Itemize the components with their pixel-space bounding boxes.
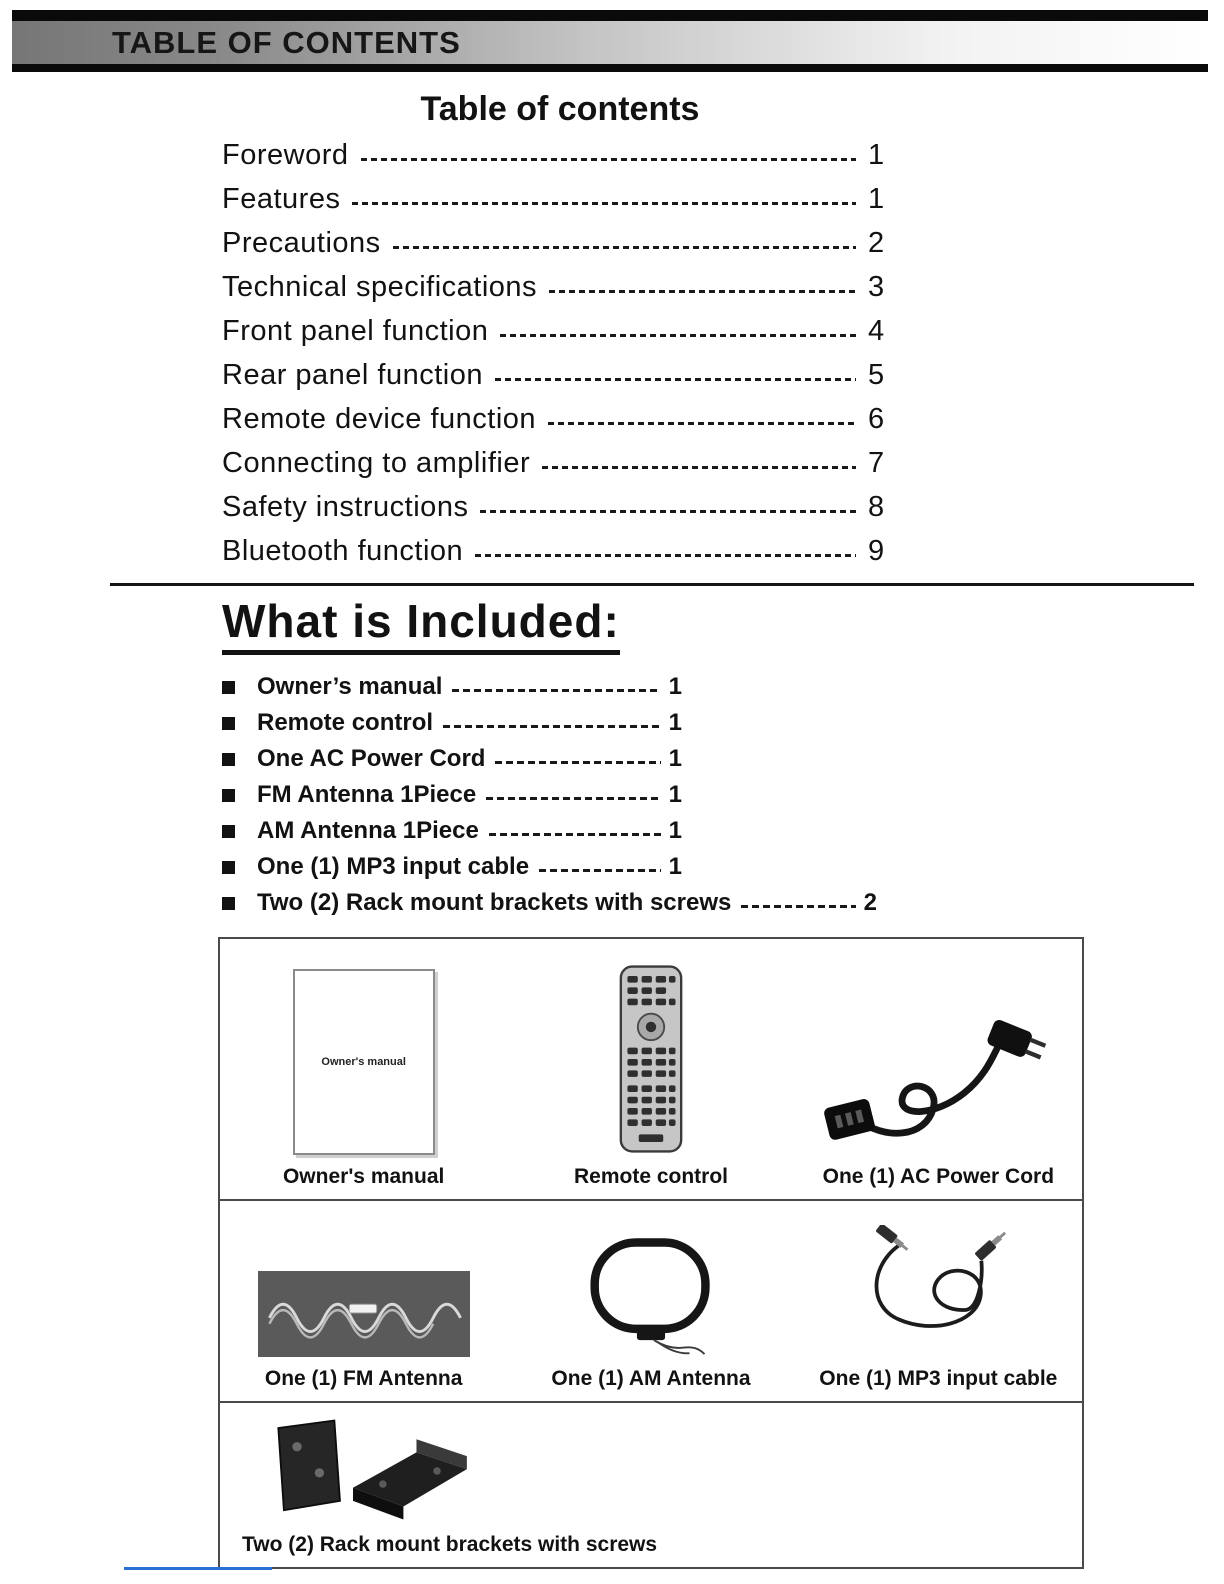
included-item-qty: 1 xyxy=(668,853,682,880)
included-item-label: FM Antenna 1Piece xyxy=(257,781,477,808)
figure-cell-rack-brackets xyxy=(220,1403,1082,1567)
figure-caption: Two (2) Rack mount brackets with screws xyxy=(242,1533,658,1556)
what-is-included-title: What is Included: xyxy=(222,594,620,655)
toc-entry xyxy=(222,221,898,265)
included-item xyxy=(222,777,682,813)
toc-entry-page: 9 xyxy=(868,534,885,567)
included-item-qty: 1 xyxy=(668,673,682,700)
figure-caption: One (1) AC Power Cord xyxy=(822,1165,1055,1188)
included-item-qty: 1 xyxy=(668,817,682,844)
toc-entry-page: 6 xyxy=(868,402,885,435)
toc-entry-label: Bluetooth function xyxy=(222,534,464,567)
figure-row-3 xyxy=(220,1403,1082,1567)
rack-mount-brackets-image xyxy=(256,1415,478,1527)
toc-entry xyxy=(222,441,898,485)
figure-cell-remote-control xyxy=(507,939,794,1199)
included-item-label: AM Antenna 1Piece xyxy=(257,817,479,844)
figure-caption: One (1) FM Antenna xyxy=(264,1367,463,1390)
included-item-label: One (1) MP3 input cable xyxy=(257,853,530,880)
toc-title: Table of contents xyxy=(420,90,700,128)
toc-leader xyxy=(500,334,856,337)
included-item xyxy=(222,813,682,849)
toc-entry-page: 5 xyxy=(868,358,885,391)
owners-manual-cover-label: Owner's manual xyxy=(321,1056,406,1068)
figure-caption: One (1) AM Antenna xyxy=(551,1367,751,1390)
footer-artifact-line xyxy=(124,1567,272,1570)
toc-entry-page: 1 xyxy=(868,138,885,171)
toc-entry-label: Front panel function xyxy=(222,314,489,347)
square-bullet-icon xyxy=(222,681,235,694)
page-header-banner xyxy=(12,10,1208,72)
included-leader xyxy=(741,905,855,908)
figure-cell-fm-antenna xyxy=(220,1201,507,1401)
figure-cell-mp3-cable xyxy=(795,1201,1082,1401)
figure-caption: Owner's manual xyxy=(282,1165,445,1188)
toc-leader xyxy=(480,510,856,513)
included-leader xyxy=(539,869,661,872)
square-bullet-icon xyxy=(222,753,235,766)
toc-entry-page: 7 xyxy=(868,446,885,479)
toc-leader xyxy=(542,466,856,469)
included-item-qty: 1 xyxy=(668,781,682,808)
toc-entry-page: 4 xyxy=(868,314,885,347)
figure-caption: One (1) MP3 input cable xyxy=(819,1367,1058,1390)
toc-leader xyxy=(393,246,856,249)
included-items-figure-box xyxy=(218,937,1084,1569)
square-bullet-icon xyxy=(222,861,235,874)
toc-entry xyxy=(222,133,898,177)
toc-entry xyxy=(222,529,898,573)
figure-cell-ac-power-cord xyxy=(795,939,1082,1199)
toc-entry-label: Rear panel function xyxy=(222,358,483,391)
toc-entry xyxy=(222,485,898,529)
toc-entry xyxy=(222,309,898,353)
toc-leader xyxy=(495,378,856,381)
toc-entry xyxy=(222,265,898,309)
included-item-qty: 2 xyxy=(863,889,877,916)
toc-entry xyxy=(222,353,898,397)
included-item xyxy=(222,741,682,777)
included-leader xyxy=(452,689,660,692)
included-item-qty: 1 xyxy=(668,745,682,772)
toc-entry xyxy=(222,177,898,221)
toc-entry-label: Safety instructions xyxy=(222,490,469,523)
included-leader xyxy=(495,761,660,764)
toc-leader xyxy=(475,554,856,557)
fm-antenna-image xyxy=(258,1271,470,1357)
included-item-qty: 1 xyxy=(668,709,682,736)
figure-row-2 xyxy=(220,1201,1082,1403)
toc-entry-label: Technical specifications xyxy=(222,270,538,303)
included-leader xyxy=(489,833,661,836)
toc-entry-label: Connecting to amplifier xyxy=(222,446,531,479)
toc-entry-page: 1 xyxy=(868,182,885,215)
toc-entry-label: Precautions xyxy=(222,226,381,259)
page-header-title: TABLE OF CONTENTS xyxy=(112,24,461,60)
table-of-contents xyxy=(222,90,898,573)
mp3-input-cable-image xyxy=(842,1225,1034,1357)
section-divider xyxy=(110,583,1194,586)
square-bullet-icon xyxy=(222,717,235,730)
included-leader xyxy=(486,797,660,800)
toc-entry-label: Foreword xyxy=(222,138,349,171)
what-is-included-section xyxy=(222,594,1224,921)
toc-entry-label: Features xyxy=(222,182,341,215)
square-bullet-icon xyxy=(222,789,235,802)
toc-leader xyxy=(361,158,857,161)
toc-entry xyxy=(222,397,898,441)
toc-leader xyxy=(548,422,856,425)
included-item-label: One AC Power Cord xyxy=(257,745,486,772)
owners-manual-image xyxy=(293,969,435,1155)
included-item-label: Remote control xyxy=(257,709,434,736)
fm-antenna-wire xyxy=(261,1275,467,1353)
remote-control-image xyxy=(618,963,684,1155)
included-item xyxy=(222,669,682,705)
included-leader xyxy=(443,725,661,728)
included-item xyxy=(222,849,682,885)
square-bullet-icon xyxy=(222,897,235,910)
figure-caption: Remote control xyxy=(573,1165,728,1188)
figure-row-1 xyxy=(220,939,1082,1201)
figure-cell-owners-manual xyxy=(220,939,507,1199)
included-item xyxy=(222,705,682,741)
included-item-label: Two (2) Rack mount brackets with screws xyxy=(257,889,732,916)
toc-entry-page: 3 xyxy=(868,270,885,303)
included-item xyxy=(222,885,877,921)
toc-entry-page: 2 xyxy=(868,226,885,259)
ac-power-cord-image xyxy=(817,1000,1059,1155)
toc-entry-label: Remote device function xyxy=(222,402,537,435)
toc-leader xyxy=(352,202,856,205)
toc-entry-page: 8 xyxy=(868,490,885,523)
square-bullet-icon xyxy=(222,825,235,838)
figure-cell-am-antenna xyxy=(507,1201,794,1401)
included-item-label: Owner’s manual xyxy=(257,673,443,700)
toc-leader xyxy=(549,290,856,293)
am-antenna-image xyxy=(571,1235,731,1357)
